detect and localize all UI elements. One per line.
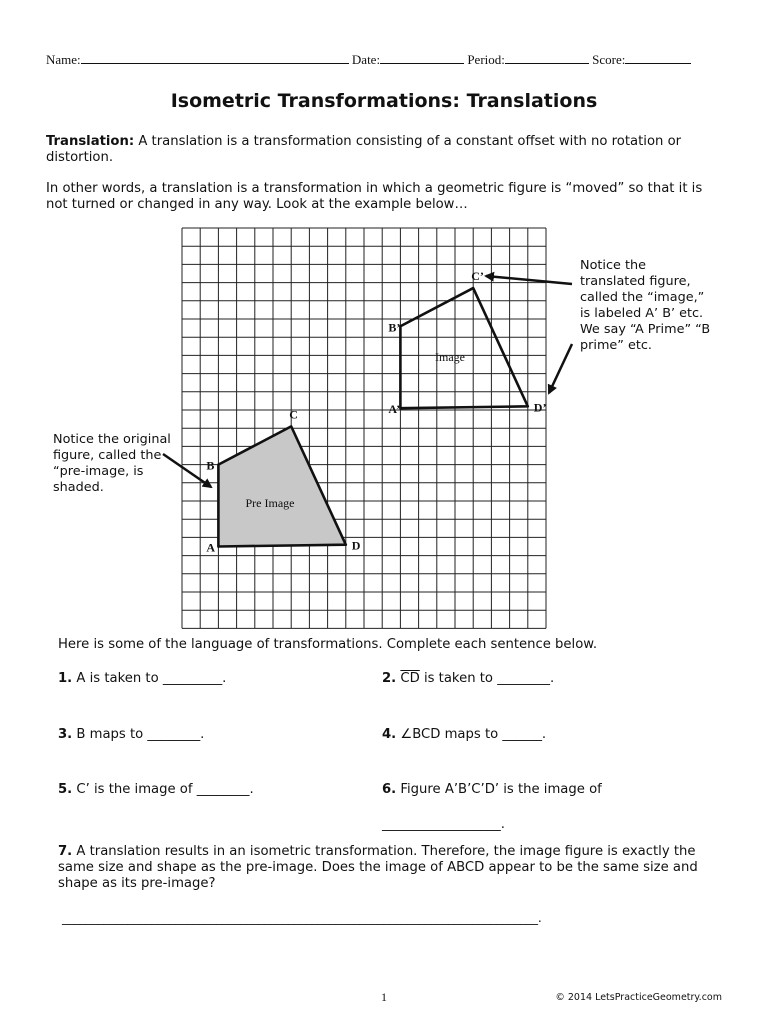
question-text: Figure A’B’C’D’ is the image of — [400, 782, 602, 797]
arrow-to-d-prime — [549, 344, 572, 393]
pre-image-vertex-b: B — [206, 458, 215, 473]
question-4 — [382, 727, 546, 743]
intro-paragraph: In other words, a translation is a transformation in which a geometric figure is “moved” so that it is not turned or changed in any way. Look at the example below… — [46, 181, 703, 212]
segment-cd: $\overline{CD}$ — [400, 671, 420, 686]
language-intro: Here is some of the language of transformations. Complete each sentence below. — [58, 637, 598, 652]
note-pre-image: Notice the original figure, called the “pre-image, is shaded. — [53, 432, 171, 495]
name-label: Name: — [46, 52, 81, 67]
question-text: B maps to ________. — [76, 727, 205, 742]
image-vertex-a: A’ — [388, 402, 401, 417]
period-label: Period: — [467, 52, 505, 67]
page-title: Isometric Transformations: Translations — [170, 90, 598, 112]
question-text: A is taken to _________. — [76, 671, 227, 686]
question-7 — [58, 844, 718, 892]
question-text: ∠BCD maps to ______. — [400, 727, 547, 742]
question-number: 6. — [382, 782, 397, 797]
question-text: A translation results in an isometric transformation. Therefore, the image figure is exactly the same size and shape as the pre-image. Does the image of ABCD appear to be the same size and shape as its pre-image? — [58, 844, 698, 891]
pre-image-quadrilateral-label: Pre Image — [245, 496, 295, 510]
copyright: © 2014 LetsPracticeGeometry.com — [555, 992, 722, 1003]
question-text: is taken to ________. — [419, 671, 555, 686]
pre-image-quadrilateral — [218, 426, 345, 546]
score-label: Score: — [592, 52, 626, 67]
note-image: Notice the translated figure, called the “image,” is labeled A’ B’ etc. We say “A Prime” “B prime” etc. — [580, 258, 711, 353]
image-quadrilateral-label: Image — [435, 350, 465, 364]
image-vertex-d: D’ — [533, 400, 547, 415]
image-quadrilateral — [400, 288, 527, 408]
pre-image-vertex-a: A — [206, 540, 216, 555]
question-5 — [58, 782, 254, 798]
question-text: C’ is the image of ________. — [76, 782, 254, 797]
pre-image-vertex-c: C — [289, 407, 298, 422]
question-number: 5. — [58, 782, 73, 797]
question-number: 3. — [58, 727, 73, 742]
question-number: 7. — [58, 844, 73, 859]
question-number: 2. — [382, 671, 397, 686]
definition-text: A translation is a transformation consisting of a constant offset with no rotation or distortion. — [46, 134, 682, 165]
question-7-answer-line[interactable]: ________________________________________________________________________________. — [62, 911, 542, 925]
question-1 — [58, 671, 226, 687]
question-6 — [382, 782, 602, 798]
question-3 — [58, 727, 204, 743]
question-6-blank[interactable]: __________________. — [382, 817, 505, 832]
coordinate-grid — [182, 228, 546, 628]
image-vertex-b: B’ — [388, 320, 401, 335]
question-2 — [382, 671, 554, 687]
question-number: 1. — [58, 671, 73, 686]
callout-arrows — [163, 276, 572, 487]
question-number: 4. — [382, 727, 397, 742]
image-vertex-c: C’ — [471, 269, 484, 284]
definition-term: Translation: — [46, 134, 135, 149]
pre-image-vertex-d: D — [351, 538, 361, 553]
date-label: Date: — [351, 52, 381, 67]
page-number: 1 — [381, 990, 387, 1004]
